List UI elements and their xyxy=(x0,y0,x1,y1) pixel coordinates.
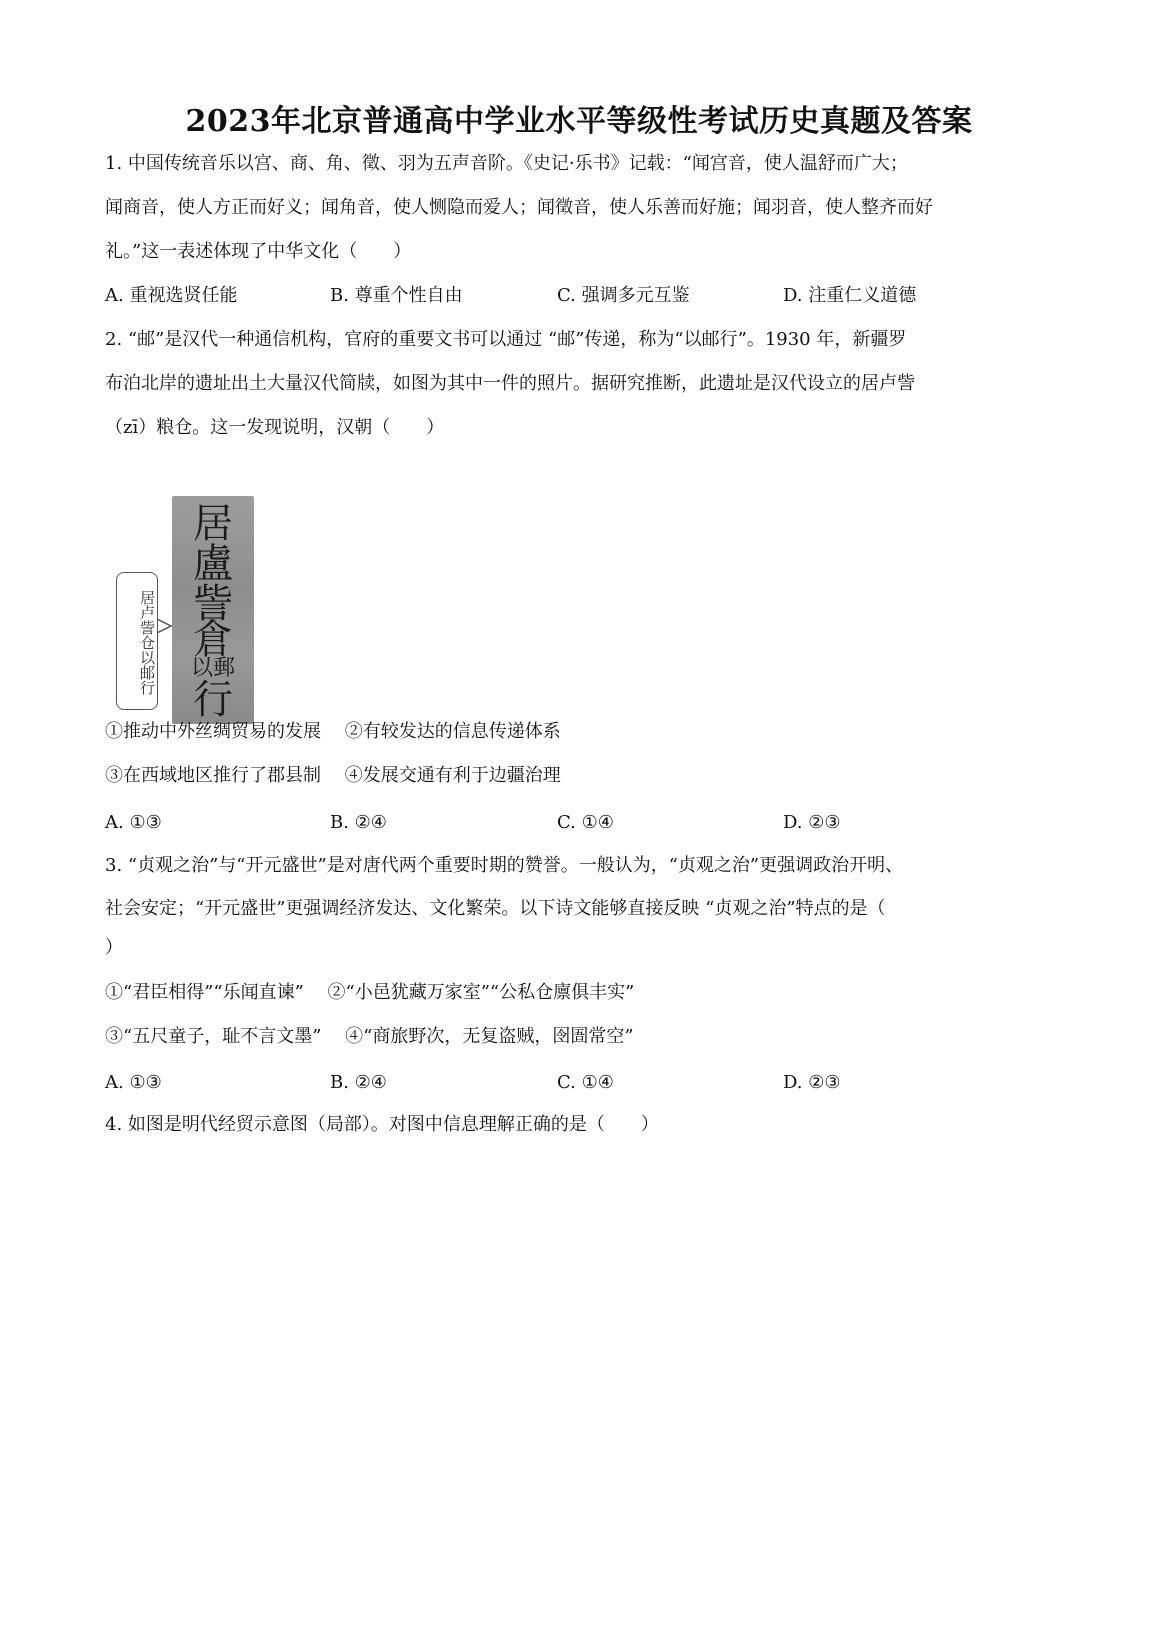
q2-statement-line-1: ①推动中外丝绸贸易的发展 ②有较发达的信息传递体系 xyxy=(105,721,561,742)
q2-statement-line-2: ③在西域地区推行了郡县制 ④发展交通有利于边疆治理 xyxy=(105,765,561,786)
q2-option-b: B. ②④ xyxy=(330,812,387,833)
q3-statement-line-1: ①“君臣相得”“乐闻直谏” ②“小邑犹藏万家室”“公私仓廪俱丰实” xyxy=(105,982,635,1003)
q2-stem-line-3: （zī）粮仓。这一发现说明，汉朝（ ） xyxy=(105,417,445,438)
q3-stem-line-2: 社会安定；“开元盛世”更强调经济发达、文化繁荣。以下诗文能够直接反映 “贞观之治”特点的是（ xyxy=(105,898,886,919)
q3-option-b: B. ②④ xyxy=(330,1072,387,1093)
q3-stem-line-1: 3. “贞观之治”与“开元盛世”是对唐代两个重要时期的赞誉。一般认为，“贞观之治”更强调政治开明、 xyxy=(105,855,904,876)
q3-statement-line-2: ③“五尺童子，耻不言文墨” ④“商旅野次，无复盗贼，囹圄常空” xyxy=(105,1026,634,1047)
slip-glyph-4: 倉 xyxy=(193,617,233,663)
q1-option-c: C. 强调多元互鉴 xyxy=(557,285,690,306)
slip-glyph-3: 訾 xyxy=(193,581,233,627)
q4-stem-line-1: 4. 如图是明代经贸示意图（局部）。对图中信息理解正确的是（ ） xyxy=(105,1114,659,1135)
q1-option-b: B. 尊重个性自由 xyxy=(330,285,463,306)
q2-option-d: D. ②③ xyxy=(783,812,841,833)
q3-stem-line-3: ） xyxy=(105,937,123,958)
figure-callout xyxy=(116,572,158,710)
q3-option-d: D. ②③ xyxy=(783,1072,841,1093)
q3-option-a: A. ①③ xyxy=(105,1072,162,1093)
figure-callout-text: 居卢訾仓以邮行 xyxy=(138,589,156,695)
page-title: 2023年北京普通高中学业水平等级性考试历史真题及答案 xyxy=(185,104,973,139)
q2-stem-line-2: 布泊北岸的遗址出土大量汉代简牍，如图为其中一件的照片。据研究推断，此遗址是汉代设立的居卢訾 xyxy=(105,373,915,394)
q3-option-c: C. ①④ xyxy=(557,1072,614,1093)
q2-stem-line-1: 2. “邮”是汉代一种通信机构，官府的重要文书可以通过 “邮”传递，称为“以邮行”。1930 年，新疆罗 xyxy=(105,329,907,350)
slip-glyph-6: 行 xyxy=(193,677,233,723)
bamboo-slip-figure xyxy=(112,496,264,724)
slip-glyph-2: 盧 xyxy=(193,541,233,587)
slip-glyph-1: 居 xyxy=(193,501,233,547)
slip-glyph-5: 以郵 xyxy=(190,656,235,681)
bamboo-slip-photo xyxy=(172,496,254,724)
q1-option-d: D. 注重仁义道德 xyxy=(783,285,917,306)
q1-stem-line-3: 礼。”这一表述体现了中华文化（ ） xyxy=(105,241,412,262)
q1-stem-line-1: 1. 中国传统音乐以宫、商、角、徵、羽为五声音阶。《史记·乐书》记载：“闻宫音，使人温舒而广大； xyxy=(105,153,908,174)
q2-option-c: C. ①④ xyxy=(557,812,614,833)
q2-option-a: A. ①③ xyxy=(105,812,162,833)
q1-stem-line-2: 闻商音，使人方正而好义；闻角音，使人恻隐而爱人；闻徵音，使人乐善而好施；闻羽音，使人整齐而好 xyxy=(105,197,933,218)
q1-option-a: A. 重视选贤任能 xyxy=(105,285,238,306)
